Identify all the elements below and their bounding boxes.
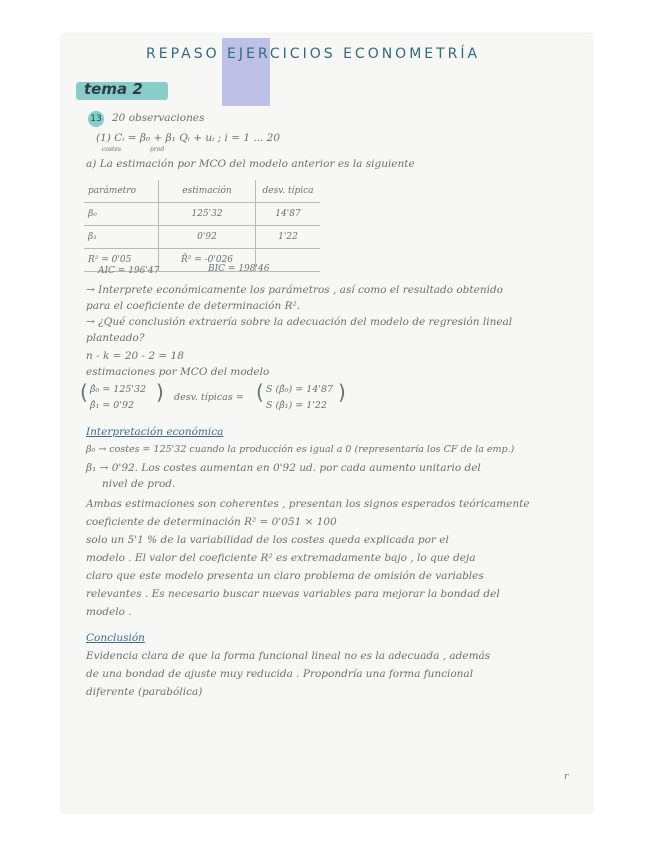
table-row bbox=[84, 203, 320, 226]
sd-b1: S (β̂₁) = 1'22 bbox=[266, 400, 327, 411]
interp-line: modelo . El valor del coeficiente R² es extremadamente bajo , lo que deja bbox=[86, 552, 476, 564]
right-brace: ) bbox=[156, 380, 164, 404]
conclusion-line: Evidencia clara de que la forma funcional lineal no es la adecuada , además bbox=[86, 650, 491, 662]
interp-line: β₀ → costes = 125'32 cuando la producción es igual a 0 (representaría los CF de la emp.) bbox=[86, 444, 515, 455]
bic-value: BIC = 198'46 bbox=[208, 264, 270, 274]
question-1: → Interprete económicamente los parámetros , así como el resultado obtenido bbox=[86, 284, 503, 296]
conclusion-line: diferente (parabólica) bbox=[86, 686, 203, 698]
interp-line: nivel de prod. bbox=[102, 478, 176, 490]
exercise-number: 13 bbox=[88, 111, 104, 127]
page-title: REPASO EJERCICIOS ECONOMETRÍA bbox=[146, 46, 481, 62]
question-1b: para el coeficiente de determinación R². bbox=[86, 300, 301, 312]
corner-mark: r bbox=[564, 772, 569, 782]
r2-adjusted-value: R̄² = -0'026 bbox=[159, 249, 256, 272]
interp-line: β₁ → 0'92. Los costes aumentan en 0'92 ud. por cada aumento unitario del bbox=[86, 462, 481, 474]
estimate-b1: β̂₁ = 0'92 bbox=[90, 400, 135, 411]
degrees-of-freedom: n - k = 20 - 2 = 18 bbox=[86, 350, 184, 362]
table-cell: β₀ bbox=[84, 203, 159, 226]
table-cell: 1'22 bbox=[256, 226, 321, 249]
table-header: estimación bbox=[159, 180, 256, 203]
model-equation: (1) Cᵢ = β₀ + β₁ Qᵢ + uᵢ ; i = 1 ... 20 bbox=[96, 132, 281, 144]
interp-line: solo un 5'1 % de la variabilidad de los costes queda explicada por el bbox=[86, 534, 449, 546]
left-brace-2: ( bbox=[256, 380, 264, 404]
r2-value: R² = 0'05 bbox=[84, 249, 159, 272]
question-2b: planteado? bbox=[86, 332, 145, 344]
interp-line: coeficiente de determinación R² = 0'051 × 100 bbox=[86, 516, 337, 528]
left-brace: ( bbox=[80, 380, 88, 404]
interpretation-heading: Interpretación económica bbox=[86, 426, 224, 438]
question-2: → ¿Qué conclusión extraería sobre la adecuación del modelo de regresión lineal bbox=[86, 316, 513, 328]
model-sub-right: prod bbox=[150, 146, 165, 153]
interp-line: Ambas estimaciones son coherentes , presentan los signos esperados teóricamente bbox=[86, 498, 530, 510]
desv-label: desv. típicas = bbox=[174, 392, 244, 403]
right-brace-2: ) bbox=[338, 380, 346, 404]
table-cell: 125'32 bbox=[159, 203, 256, 226]
table-header-row bbox=[84, 180, 320, 203]
model-sub-left: costes bbox=[102, 146, 122, 153]
interp-line: relevantes . Es necesario buscar nuevas variables para mejorar la bondad del bbox=[86, 588, 500, 600]
estimation-table bbox=[84, 180, 320, 272]
table-cell: β₁ bbox=[84, 226, 159, 249]
conclusion-heading: Conclusión bbox=[86, 632, 145, 644]
conclusion-line: de una bondad de ajuste muy reducida . Propondría una forma funcional bbox=[86, 668, 474, 680]
table-header: desv. típica bbox=[256, 180, 321, 203]
notebook-page bbox=[62, 34, 592, 812]
estimate-b0: β̂₀ = 125'32 bbox=[90, 384, 147, 395]
table-cell: 0'92 bbox=[159, 226, 256, 249]
table-row bbox=[84, 226, 320, 249]
sd-b0: S (β̂₀) = 14'87 bbox=[266, 384, 334, 395]
table-header: parámetro bbox=[84, 180, 159, 203]
table-cell: 14'87 bbox=[256, 203, 321, 226]
interp-line: claro que este modelo presenta un claro problema de omisión de variables bbox=[86, 570, 484, 582]
part-a: a) La estimación por MCO del modelo anterior es la siguiente bbox=[86, 158, 415, 170]
exercise-intro: 20 observaciones bbox=[112, 112, 205, 124]
tema-heading: tema 2 bbox=[84, 80, 143, 98]
interp-line: modelo . bbox=[86, 606, 132, 618]
mco-label: estimaciones por MCO del modelo bbox=[86, 366, 270, 378]
aic-value: AIC = 196'47 bbox=[98, 266, 160, 276]
